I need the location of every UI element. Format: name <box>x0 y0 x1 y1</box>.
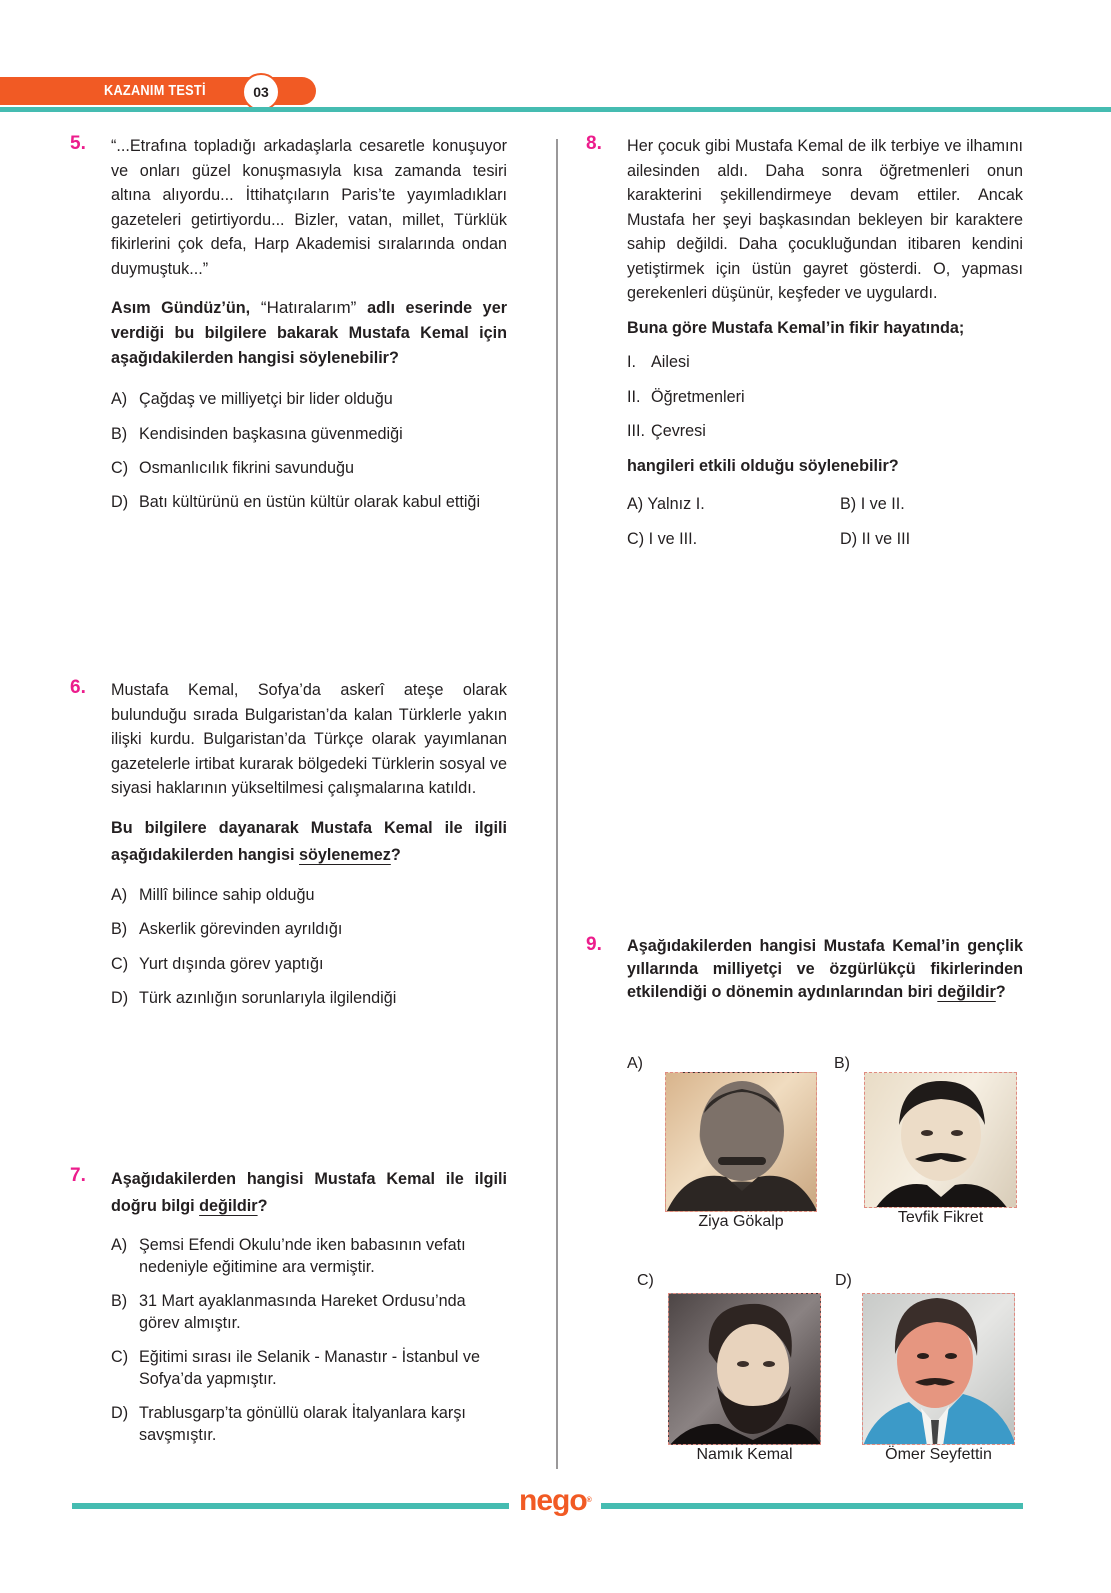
option-c-name: Namık Kemal <box>696 1446 793 1463</box>
option-label: D) <box>840 529 858 548</box>
option-label: B) <box>111 920 128 938</box>
question-number: 8. <box>586 133 602 154</box>
person-icon <box>863 1294 1015 1445</box>
person-icon <box>865 1073 1017 1208</box>
header-rule <box>0 107 1111 112</box>
option-a[interactable] <box>627 492 840 517</box>
option-text: Trablusgarp’ta gönüllü olarak İtalyanlara karşı savşmıştır. <box>139 1404 466 1444</box>
column-divider <box>556 139 558 1469</box>
test-title: KAZANIM TESTİ <box>104 82 206 99</box>
option-text: Osmanlıcılık fikrini savunduğu <box>139 459 355 477</box>
option-label: B) <box>840 495 857 513</box>
stem-part: ? <box>257 1197 268 1215</box>
option-c[interactable] <box>111 456 507 481</box>
option-text: II ve III <box>861 529 911 548</box>
roman-item <box>627 419 1023 444</box>
item-text: Çevresi <box>651 422 706 440</box>
question-number: 9. <box>586 934 602 955</box>
option-b-name: Tevfik Fikret <box>897 1209 984 1226</box>
option-c[interactable] <box>111 1346 507 1390</box>
question-number: 6. <box>70 677 86 698</box>
option-b[interactable] <box>111 917 507 942</box>
option-b[interactable] <box>111 1290 507 1334</box>
option-b[interactable] <box>840 492 1020 517</box>
option-a-name: Ziya Gökalp <box>698 1213 784 1230</box>
option-label: D) <box>111 492 129 511</box>
question-5 <box>70 133 507 513</box>
option-a[interactable] <box>111 883 507 908</box>
question-number: 7. <box>70 1165 86 1186</box>
option-d-label: D) <box>835 1272 852 1289</box>
option-label: A) <box>111 885 128 904</box>
question-number: 5. <box>70 133 86 154</box>
option-c[interactable] <box>627 527 840 552</box>
option-label: A) <box>627 495 644 513</box>
stem-part: adlı eserinde yer verdiği bu bilgilere bakarak Mustafa Kemal için aşağıdakilerden hangisi söylenebilir? <box>111 299 507 367</box>
stem-part: ? <box>390 845 401 864</box>
option-label: C) <box>111 954 129 973</box>
option-label: A) <box>111 390 128 408</box>
option-label: A) <box>111 1236 128 1254</box>
option-label: C) <box>627 529 645 548</box>
item-label: I. <box>627 353 636 371</box>
person-icon <box>666 1073 817 1212</box>
stem-emphasis: değildir <box>937 983 996 1001</box>
registered-mark-icon: ® <box>586 1497 591 1504</box>
stem-emphasis: söylenemez <box>299 845 391 864</box>
stem-emphasis: değildir <box>199 1197 258 1215</box>
item-text: Öğretmenleri <box>651 387 745 406</box>
logo-text: nego <box>519 1484 587 1517</box>
option-d[interactable] <box>840 527 1020 552</box>
option-text: Yurt dışında görev yaptığı <box>139 954 324 973</box>
option-text: Türk azınlığın sorunlarıyla ilgilendiği <box>139 989 397 1007</box>
option-d-portrait[interactable] <box>862 1293 1015 1445</box>
option-label: D) <box>111 1404 129 1422</box>
option-d-name: Ömer Seyfettin <box>885 1446 992 1463</box>
option-a[interactable] <box>111 387 507 412</box>
option-text: I ve III. <box>648 529 698 548</box>
item-text: Ailesi <box>651 353 690 371</box>
option-b-portrait[interactable] <box>864 1072 1017 1208</box>
option-d[interactable] <box>111 986 507 1011</box>
question-stem-2: hangileri etkili olduğu söylenebilir? <box>627 456 899 475</box>
question-8 <box>586 133 1023 551</box>
question-stem <box>111 1166 507 1220</box>
footer-rule-right <box>601 1503 1023 1509</box>
option-c[interactable] <box>111 952 507 977</box>
roman-item <box>627 350 1023 375</box>
stem-part: Aşağıdakilerden hangisi Mustafa Kemal’in gençlik yıllarında milliyetçi ve özgürlükçü fikirlerinden etkilendiği o dönemin aydınlarından biri <box>627 937 1023 1001</box>
option-text: Eğitimi sırası ile Selanik - Manastır - İstanbul ve Sofya’da yapmıştır. <box>139 1348 480 1388</box>
option-b[interactable] <box>111 422 507 447</box>
footer-rule-left <box>72 1503 509 1509</box>
option-text: 31 Mart ayaklanmasında Hareket Ordusu’nda görev almıştır. <box>139 1292 466 1332</box>
question-stem: Buna göre Mustafa Kemal’in fikir hayatında; <box>627 318 965 337</box>
question-7 <box>70 1165 507 1446</box>
publisher-logo <box>519 1486 591 1516</box>
option-label: C) <box>111 459 129 477</box>
options-grid <box>627 492 1023 551</box>
option-a-label: A) <box>627 1055 643 1072</box>
question-6 <box>70 677 507 1011</box>
option-label: D) <box>111 989 129 1007</box>
question-9 <box>586 934 1023 1004</box>
option-label: B) <box>111 1292 128 1310</box>
stem-part: Asım Gündüz’ün, <box>111 299 251 317</box>
stem-part: Bu bilgilere dayanarak Mustafa Kemal ile ilgili aşağıdakilerden hangisi <box>111 818 507 864</box>
stem-part: ? <box>995 983 1006 1001</box>
option-text: Şemsi Efendi Okulu’nde iken babasının vefatı nedeniyle eğitimine ara vermiştir. <box>139 1236 466 1276</box>
stem-part: “Hatıralarım” <box>250 298 368 317</box>
option-text: Kendisinden başkasına güvenmediği <box>139 424 403 443</box>
test-number-badge: 03 <box>242 73 280 111</box>
option-text: Batı kültürünü en üstün kültür olarak kabul ettiği <box>139 492 481 511</box>
option-text: Millî bilince sahip olduğu <box>139 885 315 904</box>
question-passage: Mustafa Kemal, Sofya’da askerî ateşe olarak bulunduğu sırada Bulgaristan’da kalan Türklerle yakın ilişki kurdu. Bulgaristan’da Türkçe olarak yayımlanan gazetelerle irtibat kurarak bölgedeki Türklerin sosyal ve siyasi haklarının yükseltilmesi çalışmalarına katıldı. <box>111 681 507 797</box>
person-icon <box>669 1294 821 1445</box>
option-a[interactable] <box>111 1234 507 1278</box>
option-label: B) <box>111 424 128 443</box>
option-text: Çağdaş ve milliyetçi bir lider olduğu <box>139 390 393 408</box>
question-stem <box>627 935 1023 1004</box>
question-stem <box>111 295 507 371</box>
item-label: II. <box>627 387 641 406</box>
option-b-label: B) <box>834 1055 850 1072</box>
option-label: C) <box>111 1348 129 1366</box>
option-a-portrait[interactable] <box>665 1072 817 1212</box>
option-d[interactable] <box>111 1402 507 1446</box>
item-label: III. <box>627 422 645 440</box>
option-text: Askerlik görevinden ayrıldığı <box>139 920 343 938</box>
question-passage: Her çocuk gibi Mustafa Kemal de ilk terbiye ve ilhamını ailesinden aldı. Daha sonra öğretmenleri onun karakterini şekillendirmeye devam ettiler. Ancak Mustafa her şeyi başkasından bekleyen bir karaktere sahip değildi. Daha çocukluğundan itibaren kendini yetiştirmek için üstün gayret gösterdi. O, yapması gerekenleri düşünür, keşfeder ve uygulardı. <box>627 137 1023 302</box>
question-stem <box>111 815 507 869</box>
option-text: Yalnız I. <box>647 495 705 513</box>
option-d[interactable] <box>111 491 507 513</box>
roman-item <box>627 385 1023 410</box>
option-c-portrait[interactable] <box>668 1293 821 1445</box>
stem-part: Aşağıdakilerden hangisi Mustafa Kemal ile ilgili doğru bilgi <box>111 1170 507 1215</box>
option-c-label: C) <box>637 1272 654 1289</box>
question-passage: “...Etrafına topladığı arkadaşlarla cesaretle konuşuyor ve onları güzel konuşmasıyla kısa zamanda tesiri altına alıyordu... İttihatçıların Paris’te yayımladıkları gazeteleri getirtiyordu... Bizler, vatan, millet, Türklük fikirlerini çok defa, Harp Akademisi sıralarında ondan duymuştuk...” <box>111 137 507 278</box>
option-text: I ve II. <box>860 495 905 513</box>
